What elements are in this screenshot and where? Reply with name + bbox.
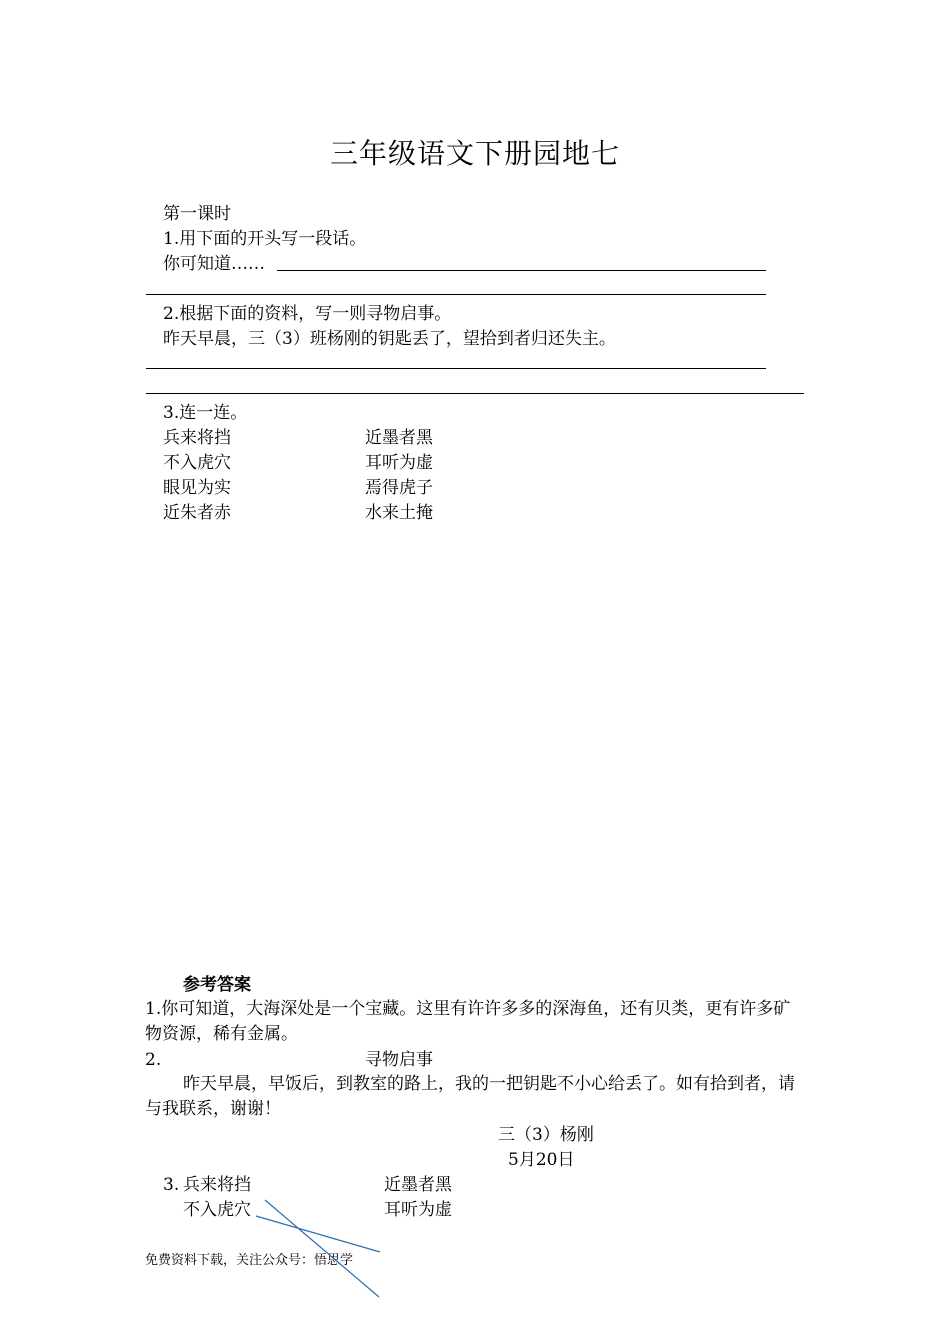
answers-heading: 参考答案 (183, 975, 251, 995)
q2-prompt: 2.根据下面的资料，写一则寻物启事。 (163, 304, 452, 324)
footer-note: 免费资料下载，关注公众号：悟思学 (145, 1253, 354, 1268)
q1-prompt: 1.用下面的开头写一段话。 (163, 229, 367, 249)
notice-signature: 三（3）杨刚 (498, 1125, 594, 1145)
match-line (256, 1216, 380, 1252)
answer-3-number: 3. (163, 1175, 180, 1195)
q1-starter: 你可知道…… (163, 254, 265, 274)
a3-left-item: 兵来将挡 (183, 1175, 251, 1195)
a3-right-item: 近墨者黑 (384, 1175, 452, 1195)
q3-prompt: 3.连一连。 (163, 403, 248, 423)
notice-title: 寻物启事 (365, 1050, 433, 1070)
q3-right-item: 水来土掩 (365, 503, 433, 523)
notice-date: 5月20日 (508, 1150, 575, 1170)
q3-right-item: 焉得虎子 (365, 478, 433, 498)
notice-body: 昨天早晨，早饭后，到教室的路上，我的一把钥匙不小心给丢了。如有拾到者，请与我联系，谢谢！ (145, 1074, 795, 1119)
q3-right-item: 耳听为虚 (365, 453, 433, 473)
q3-left-item: 眼见为实 (163, 478, 231, 498)
a3-left-item: 不入虎穴 (183, 1200, 251, 1220)
match-line (265, 1200, 379, 1297)
answer-2-number: 2. (145, 1050, 162, 1070)
page-title: 三年级语文下册园地七 (329, 137, 620, 170)
q3-left-item: 近朱者赤 (163, 503, 231, 523)
q2-material: 昨天早晨，三（3）班杨刚的钥匙丢了，望拾到者归还失主。 (163, 329, 616, 349)
q3-left-item: 不入虎穴 (163, 453, 231, 473)
lesson-label: 第一课时 (163, 204, 231, 224)
answer-1: 1.你可知道，大海深处是一个宝藏。这里有许许多多的深海鱼，还有贝类，更有许多矿物资源，稀有金属。 (145, 999, 791, 1044)
q3-left-item: 兵来将挡 (163, 428, 231, 448)
a3-right-item: 耳听为虚 (384, 1200, 452, 1220)
q3-right-item: 近墨者黑 (365, 428, 433, 448)
